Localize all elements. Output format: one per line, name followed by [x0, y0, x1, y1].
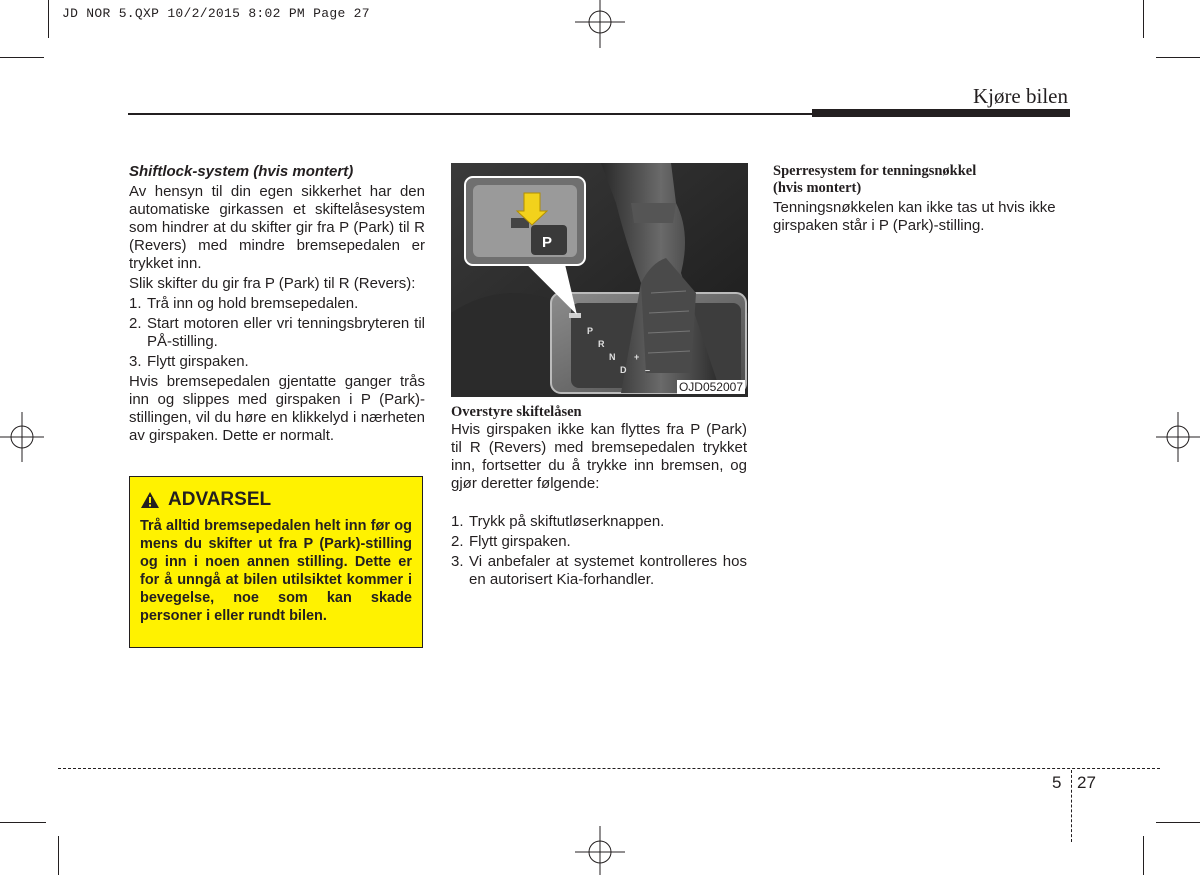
list-item: [451, 513, 747, 531]
shift-instructions-paragraph: Slik skifter du gir fra P (Park) til R (Revers):: [129, 275, 416, 292]
crop-mark: [1143, 0, 1144, 38]
warning-heading: [140, 489, 412, 511]
list-text: Trå inn og hold bremsepedalen.: [147, 295, 359, 312]
gear-letter: R: [598, 339, 605, 349]
list-number: 3.: [451, 553, 464, 570]
registration-mark-bottom: [575, 826, 625, 875]
gear-shift-illustration: [451, 163, 748, 397]
column-2: [451, 404, 747, 591]
warning-triangle-icon: [140, 491, 160, 509]
crop-mark: [1156, 822, 1200, 823]
crop-mark: [48, 0, 49, 38]
column-1: [129, 163, 425, 447]
crop-mark: [1143, 836, 1144, 875]
list-text: Flytt girspaken.: [147, 353, 249, 370]
header-rule: [128, 113, 812, 115]
list-text: Start motoren eller vri tenningsbryteren til PÅ-stilling.: [147, 315, 425, 350]
list-number: 2.: [129, 315, 142, 332]
list-item: [129, 295, 425, 313]
crop-mark: [58, 836, 59, 875]
crop-mark: [1156, 57, 1200, 58]
shiftlock-intro-paragraph: Av hensyn til din egen sikkerhet har den automatiske girkassen et skiftelåsesystem som hindrer at du skifter gir fra P (Park) til R (Revers) med mindre bremsepedalen er trykket inn.: [129, 183, 425, 272]
column-3: [773, 163, 1071, 237]
list-item: [129, 315, 425, 351]
list-number: 1.: [451, 513, 464, 530]
figure-caption: OJD052007: [678, 380, 743, 394]
list-item: [451, 553, 747, 589]
park-letter: P: [542, 234, 553, 251]
warning-title: ADVARSEL: [168, 489, 272, 510]
gear-letter: +: [634, 352, 640, 362]
footer-divider: [1071, 770, 1072, 842]
key-lock-heading-note: (hvis montert): [773, 180, 862, 196]
gear-shift-figure: [451, 163, 748, 397]
gear-letter: D: [620, 365, 627, 375]
key-lock-heading: Sperresystem for tenningsnøkkel: [773, 163, 977, 179]
section-title: Kjøre bilen: [972, 84, 1068, 108]
list-item: [451, 533, 747, 551]
print-slug: JD NOR 5.QXP 10/2/2015 8:02 PM Page 27: [62, 6, 370, 21]
list-number: 1.: [129, 295, 142, 312]
registration-mark-right: [1156, 412, 1200, 462]
list-text: Vi anbefaler at systemet kontrolleres hos en autorisert Kia-forhandler.: [469, 553, 747, 588]
click-sound-paragraph: Hvis bremsepedalen gjentatte ganger trås inn og slippes med girspaken i P (Park)-stillingen, vil du høre en klikkelyd i nærheten av girspaken. Dette er normalt.: [129, 373, 425, 444]
list-number: 2.: [451, 533, 464, 550]
key-lock-paragraph: Tenningsnøkkelen kan ikke tas ut hvis ikke girspaken står i P (Park)-stilling.: [773, 199, 1056, 234]
shiftlock-subheading: Shiftlock-system (hvis montert): [129, 163, 354, 180]
gear-letter: N: [609, 352, 616, 362]
registration-mark-top: [575, 0, 625, 50]
page-number: 27: [1077, 773, 1096, 792]
override-heading: Overstyre skiftelåsen: [451, 404, 582, 420]
header-rule-bar: [812, 109, 1070, 117]
crop-mark: [0, 822, 46, 823]
list-number: 3.: [129, 353, 142, 370]
gear-letter: –: [645, 365, 651, 375]
warning-text: Trå alltid bremsepedalen helt inn før og mens du skifter ut fra P (Park)-stilling og inn i noen annen stilling. Dette er for å unngå at bilen utilsiktet kommer i bevegelse, noe som kan skade personer i eller rundt bilen.: [140, 518, 412, 624]
override-paragraph: Hvis girspaken ikke kan flyttes fra P (Park) til R (Revers) med bremsepedalen trykket inn, fortsetter du å trykke inn bremsen, og gjør deretter følgende:: [451, 421, 747, 492]
crop-mark: [0, 57, 44, 58]
list-item: [129, 353, 425, 371]
registration-mark-left: [0, 412, 44, 462]
shift-lock-release-slot: [569, 313, 581, 318]
list-text: Flytt girspaken.: [469, 533, 571, 550]
footer-rule: [58, 768, 1160, 769]
gear-letter: P: [587, 326, 594, 336]
chapter-number: 5: [1052, 773, 1062, 792]
warning-box: [129, 476, 423, 648]
list-text: Trykk på skiftutløserknappen.: [469, 513, 665, 530]
